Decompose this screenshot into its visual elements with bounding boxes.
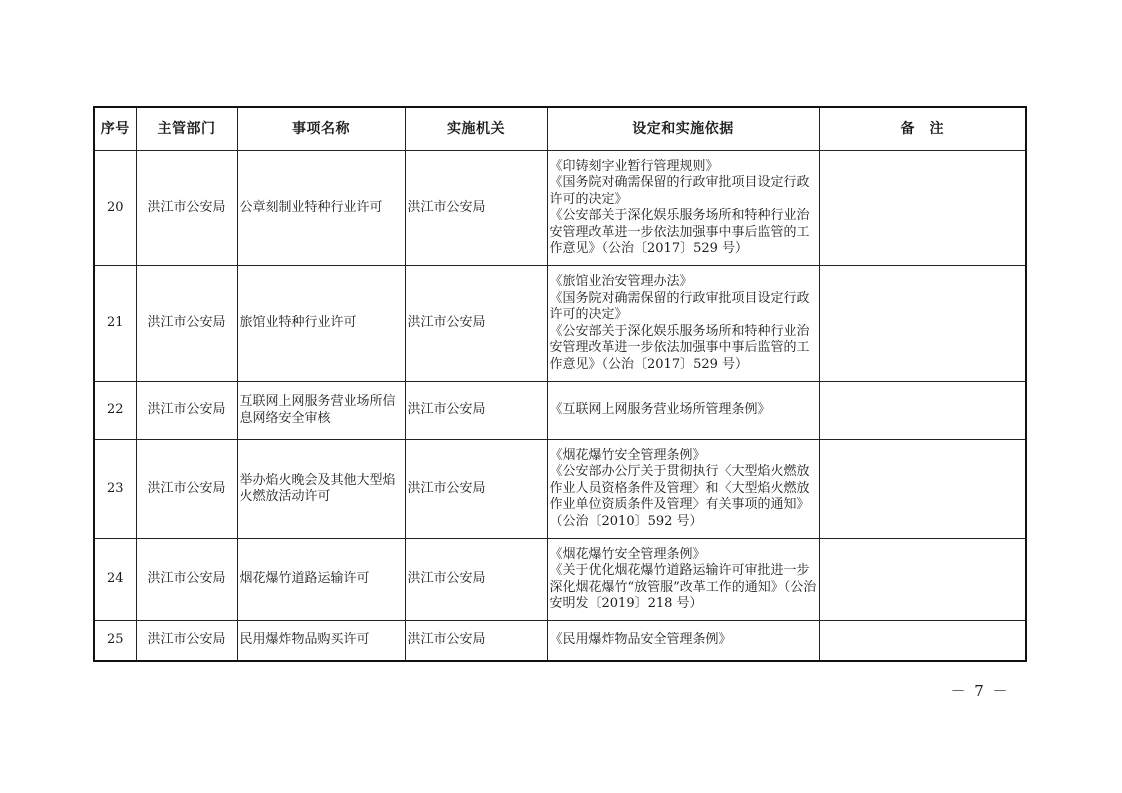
basis-line: 《印铸刻字业暂行管理规则》 [549, 158, 719, 174]
cell-agency: 洪江市公安局 [405, 539, 547, 621]
cell-basis [547, 440, 819, 539]
cell-remark [819, 440, 1026, 539]
basis-line: 《公安部关于深化娱乐服务场所和特种行业治安管理改革进一步依法加强事中事后监管的工作意见》（公治〔2017〕529 号） [549, 323, 810, 372]
table-row [94, 440, 1026, 539]
basis-line: 《国务院对确需保留的行政审批项目设定行政许可的决定》 [549, 175, 810, 207]
cell-agency: 洪江市公安局 [405, 440, 547, 539]
cell-item-name: 民用爆炸物品购买许可 [237, 621, 405, 661]
header-remark: 备 注 [819, 107, 1026, 151]
cell-basis [547, 151, 819, 266]
table-row [94, 539, 1026, 621]
cell-dept: 洪江市公安局 [136, 621, 237, 661]
cell-remark [819, 266, 1026, 382]
table-row [94, 151, 1026, 266]
cell-basis [547, 621, 819, 661]
cell-item-name: 互联网上网服务营业场所信息网络安全审核 [237, 382, 405, 440]
basis-line: 《公安部办公厅关于贯彻执行〈大型焰火燃放作业人员资格条件及管理〉和〈大型焰火燃放作业单位资质条件及管理〉有关事项的通知》（公治〔2010〕592 号） [549, 464, 810, 529]
table-row [94, 266, 1026, 382]
cell-remark [819, 621, 1026, 661]
header-row [94, 107, 1026, 151]
cell-seq: 21 [94, 266, 136, 382]
basis-line: 《旅馆业治安管理办法》 [549, 274, 693, 289]
permit-table [93, 106, 1027, 662]
cell-agency: 洪江市公安局 [405, 621, 547, 661]
cell-basis [547, 382, 819, 440]
table-header [94, 107, 1026, 151]
cell-seq: 24 [94, 539, 136, 621]
header-seq: 序号 [94, 107, 136, 151]
header-dept: 主管部门 [136, 107, 237, 151]
table-row [94, 621, 1026, 661]
header-item-name: 事项名称 [237, 107, 405, 151]
cell-basis [547, 539, 819, 621]
cell-seq: 25 [94, 621, 136, 661]
table-row [94, 382, 1026, 440]
header-basis: 设定和实施依据 [547, 107, 819, 151]
page-number: － 7 － [950, 682, 1010, 700]
cell-seq: 22 [94, 382, 136, 440]
cell-agency: 洪江市公安局 [405, 382, 547, 440]
cell-basis [547, 266, 819, 382]
cell-dept: 洪江市公安局 [136, 440, 237, 539]
cell-seq: 20 [94, 151, 136, 266]
cell-dept: 洪江市公安局 [136, 151, 237, 266]
cell-remark [819, 382, 1026, 440]
cell-dept: 洪江市公安局 [136, 266, 237, 382]
cell-dept: 洪江市公安局 [136, 539, 237, 621]
basis-line: 《烟花爆竹安全管理条例》 [549, 447, 706, 463]
basis-line: 《公安部关于深化娱乐服务场所和特种行业治安管理改革进一步依法加强事中事后监管的工作意见》（公治〔2017〕529 号） [549, 208, 810, 256]
basis-line: 《烟花爆竹安全管理条例》 [549, 546, 706, 562]
header-agency: 实施机关 [405, 107, 547, 151]
basis-line: 《关于优化烟花爆竹道路运输许可审批进一步深化烟花爆竹“放管服”改革工作的通知》（公治安明发〔2019〕218 号） [549, 563, 817, 611]
cell-seq: 23 [94, 440, 136, 539]
basis-line: 《民用爆炸物品安全管理条例》 [549, 632, 732, 647]
cell-remark [819, 151, 1026, 266]
cell-dept: 洪江市公安局 [136, 382, 237, 440]
basis-line: 《互联网上网服务营业场所管理条例》 [549, 402, 771, 418]
cell-item-name: 公章刻制业特种行业许可 [237, 151, 405, 266]
cell-agency: 洪江市公安局 [405, 151, 547, 266]
cell-item-name: 旅馆业特种行业许可 [237, 266, 405, 382]
basis-line: 《国务院对确需保留的行政审批项目设定行政许可的决定》 [549, 290, 810, 322]
cell-agency: 洪江市公安局 [405, 266, 547, 382]
cell-remark [819, 539, 1026, 621]
table-body [94, 151, 1026, 661]
cell-item-name: 举办焰火晚会及其他大型焰火燃放活动许可 [237, 440, 405, 539]
cell-item-name: 烟花爆竹道路运输许可 [237, 539, 405, 621]
